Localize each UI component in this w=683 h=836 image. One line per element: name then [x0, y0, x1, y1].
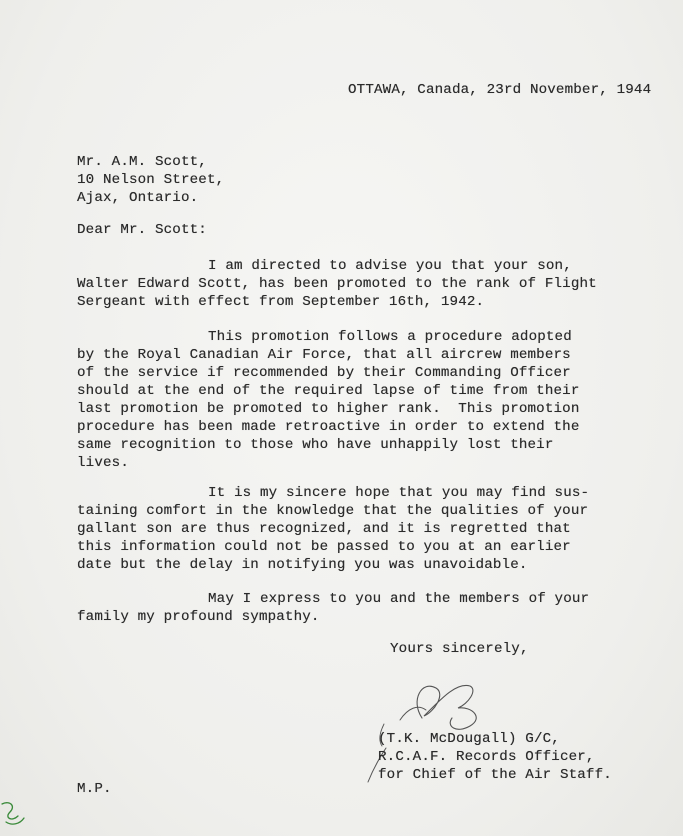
address-line-2: 10 Nelson Street,	[77, 172, 225, 188]
signatory-office: for Chief of the Air Staff.	[378, 767, 612, 783]
paragraph4-line-1: May I express to you and the members of your	[208, 591, 590, 607]
paragraph2-line-6: procedure has been made retroactive in order to extend the	[77, 419, 580, 435]
green-ink-mark-icon	[0, 796, 30, 832]
typist-initials: M.P.	[77, 781, 112, 797]
paragraph3-line-1: It is my sincere hope that you may find sus-	[208, 485, 590, 501]
paragraph3-line-4: this information could not be passed to you at an earlier	[77, 539, 571, 555]
paragraph2-line-1: This promotion follows a procedure adopted	[208, 329, 572, 345]
paragraph3-line-2: taining comfort in the knowledge that the qualities of your	[77, 503, 589, 519]
closing: Yours sincerely,	[390, 641, 529, 657]
signatory-title: R.C.A.F. Records Officer,	[378, 749, 595, 765]
address-line-3: Ajax, Ontario.	[77, 190, 199, 206]
paragraph4-line-2: family my profound sympathy.	[77, 609, 320, 625]
address-line-1: Mr. A.M. Scott,	[77, 154, 207, 170]
paragraph1-line-3: Sergeant with effect from September 16th, 1942.	[77, 294, 485, 310]
signatory-name: (T.K. McDougall) G/C,	[378, 731, 560, 747]
paragraph2-line-8: lives.	[77, 455, 129, 471]
paragraph2-line-5: last promotion be promoted to higher rank. This promotion	[77, 401, 580, 417]
paragraph2-line-7: same recognition to those who have unhappily lost their	[77, 437, 554, 453]
dateline: OTTAWA, Canada, 23rd November, 1944	[348, 82, 652, 98]
paragraph2-line-4: should at the end of the required lapse of time from their	[77, 383, 580, 399]
paragraph1-line-1: I am directed to advise you that your son,	[208, 258, 572, 274]
paragraph2-line-2: by the Royal Canadian Air Force, that all aircrew members	[77, 347, 571, 363]
salutation: Dear Mr. Scott:	[77, 222, 207, 238]
paragraph3-line-5: date but the delay in notifying you was unavoidable.	[77, 557, 528, 573]
paragraph2-line-3: of the service if recommended by their Commanding Officer	[77, 365, 571, 381]
paragraph1-line-2: Walter Edward Scott, has been promoted to the rank of Flight	[77, 276, 597, 292]
paragraph3-line-3: gallant son are thus recognized, and it is regretted that	[77, 521, 571, 537]
